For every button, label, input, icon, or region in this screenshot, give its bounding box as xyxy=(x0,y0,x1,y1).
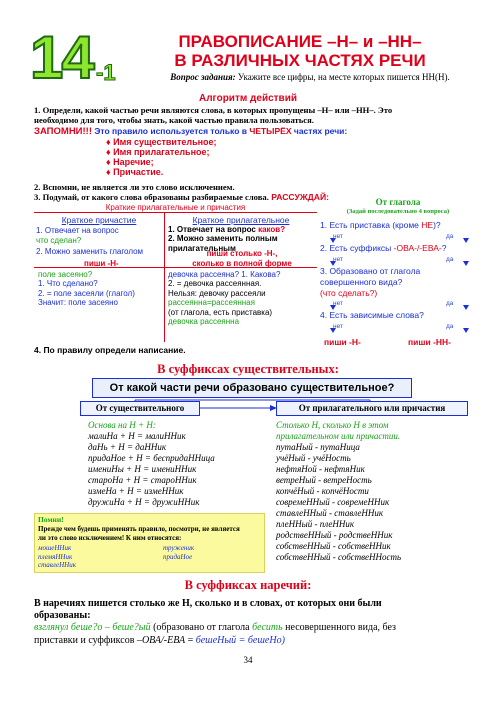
remember-four: ЧЕТЫРЁХ xyxy=(249,126,292,136)
step2: 2. Вспомни, не является ли это слово исключением. xyxy=(34,182,235,192)
verb-q1: 1. Есть приставка (кроме НЕ)? xyxy=(320,220,441,230)
col2-q1: 1. Отвечает на вопрос каков? xyxy=(168,225,286,234)
part-item: ♦ Причастие. xyxy=(106,167,164,177)
col2-q2: 2. Можно заменить полным прилагательным xyxy=(168,234,278,253)
col1-title: Краткое причастие xyxy=(61,215,137,225)
noun-examples: малиНа + Н = малиННик даНь + Н = даННик придаНое + Н = беспридаННица имениНы + Н = имениННик староНа + Н = староННик измеНа + Н = измеННик дружиНа + Н = дружиННик xyxy=(88,431,215,507)
col1-result: пиши -Н- xyxy=(84,259,119,268)
col2-result: пиши столько -Н-, сколько в полной форме xyxy=(192,249,292,268)
remember-label: ЗАПОМНИ!!! xyxy=(34,126,92,137)
remember-line xyxy=(34,126,347,137)
step1 xyxy=(34,105,474,125)
short-forms-table xyxy=(34,203,317,344)
nouns-question: От какой части речи образовано существительное? xyxy=(109,382,395,394)
from-adjective-box: От прилагательного или причастия xyxy=(276,401,468,416)
verb-result-nn: пиши -НН- xyxy=(408,337,451,347)
table-header: Краткие прилагательные и причастия xyxy=(34,203,317,213)
note-text: Прежде чем будешь применять правило, посмотри, не является ли это слово исключением! К ним относятся: xyxy=(38,525,240,542)
nouns-question-box xyxy=(92,378,412,398)
part-item: ♦ Имя существительное; xyxy=(106,137,217,147)
rule-number: 14 xyxy=(30,24,93,91)
adjective-examples: путаНый - путаНица учёНый - учёНость нефтяНой - нефтяНик ветреНый - ветреНость копчёНый - копчёНости совремеННый - совремеННик ставлеННый - ставлеННик плеННый - плеННик родствеННый - родствеННик собствеННый - собствеННик собствеННый - собствеННость xyxy=(276,442,402,562)
rule-subnumber: -1 xyxy=(96,60,116,85)
example-participle: поле засеяно? 1. Что сделано? 2. = поле засеяли (глагол) Значит: поле засеяно xyxy=(38,270,135,308)
page-number: 34 xyxy=(243,655,253,665)
step1-line2: необходимо для того, чтобы знать, какой частью правила пользоваться. xyxy=(34,115,314,125)
remember-end: частях речи: xyxy=(291,126,348,136)
algorithm-heading: Алгоритм действий xyxy=(198,93,297,104)
task-label: Вопрос задания: xyxy=(170,72,236,82)
verb-block: От глагола (Задай последовательно 4 вопроса) 1. Есть приставка (кроме НЕ)? нет да 2. Есть суффиксы -ОВА-/-ЕВА-? нет да 3. Образовано от глагола совершенного вида? (что сделать?) нет да 4. Есть зависимые слова? нет да пиши -Н- пиши -НН- xyxy=(318,197,478,347)
part-item: ♦ Наречие; xyxy=(106,157,154,167)
adverbs-example-2: приставки и суффиксов –ОВА/-ЕВА = бешеНый = бешеНо) xyxy=(34,635,285,646)
adverbs-heading: В суффиксах наречий: xyxy=(184,578,312,592)
remember-text: Это правило используется только в xyxy=(92,126,250,136)
verb-title: От глагола xyxy=(375,197,421,207)
verb-q4: 4. Есть зависимые слова? xyxy=(320,310,424,320)
verb-result-n: пиши -Н- xyxy=(324,337,361,347)
exceptions-col1: мошеННик племяННик ставлеННик xyxy=(38,544,77,569)
example-adjective: девочка рассеяна? 1. Какова? 2. = девочка рассеянная. Нельзя: девочку рассеяли рассеянна=рассеянная (от глагола, есть приставка) девочка рассеянна xyxy=(168,270,281,327)
adverbs-example: взглянул беше?о – беше?ый (образовано от глагола бесить несовершенного вида, без xyxy=(34,622,396,633)
step3: 3. Подумай, от какого слова образованы разбираемые слова. РАССУЖДАЙ: xyxy=(34,192,329,202)
verb-q2: 2. Есть суффиксы -ОВА-/-ЕВА-? xyxy=(320,243,447,253)
exceptions-note xyxy=(34,513,265,573)
col2-title: Краткое прилагательное xyxy=(192,215,290,225)
parts-list xyxy=(106,137,217,177)
rule-right: Столько Н, сколько Н в этом прилагательном или причастии. xyxy=(276,420,401,441)
step1-line1: 1. Определи, какой частью речи являются слова, в которых пропущены –Н– или –НН–. Это xyxy=(34,105,393,115)
rule-left: Основа на Н + Н: xyxy=(88,420,156,430)
step4: 4. По правилу определи написание. xyxy=(34,345,186,355)
note-title: Помни! xyxy=(38,515,64,524)
verb-subtitle: (Задай последовательно 4 вопроса) xyxy=(346,208,450,215)
from-noun-box: От существительного xyxy=(80,401,200,416)
exceptions-col2: труженик придаНое xyxy=(163,544,195,561)
verb-q3: 3. Образовано от глагола совершенного вида? (что сделать?) xyxy=(320,266,421,298)
col1-q1: 1. Отвечает на вопрос что сделан? xyxy=(36,226,119,245)
col1-q2: 2. Можно заменить глаголом xyxy=(36,247,144,256)
adverbs-rule: В наречиях пишется столько же Н, сколько и в словах, от которых они были образованы: xyxy=(34,598,382,621)
task-text: Укажите все цифры, на месте которых пишется НН(Н). xyxy=(235,72,450,82)
page-title-line1: ПРАВОПИСАНИЕ –Н– и –НН– xyxy=(178,32,422,51)
nouns-heading: В суффиксах существительных: xyxy=(157,362,339,376)
task-question xyxy=(150,72,470,82)
page-title-line2: В РАЗЛИЧНЫХ ЧАСТЯХ РЕЧИ xyxy=(174,51,426,70)
part-item: ♦ Имя прилагательное; xyxy=(106,147,210,157)
